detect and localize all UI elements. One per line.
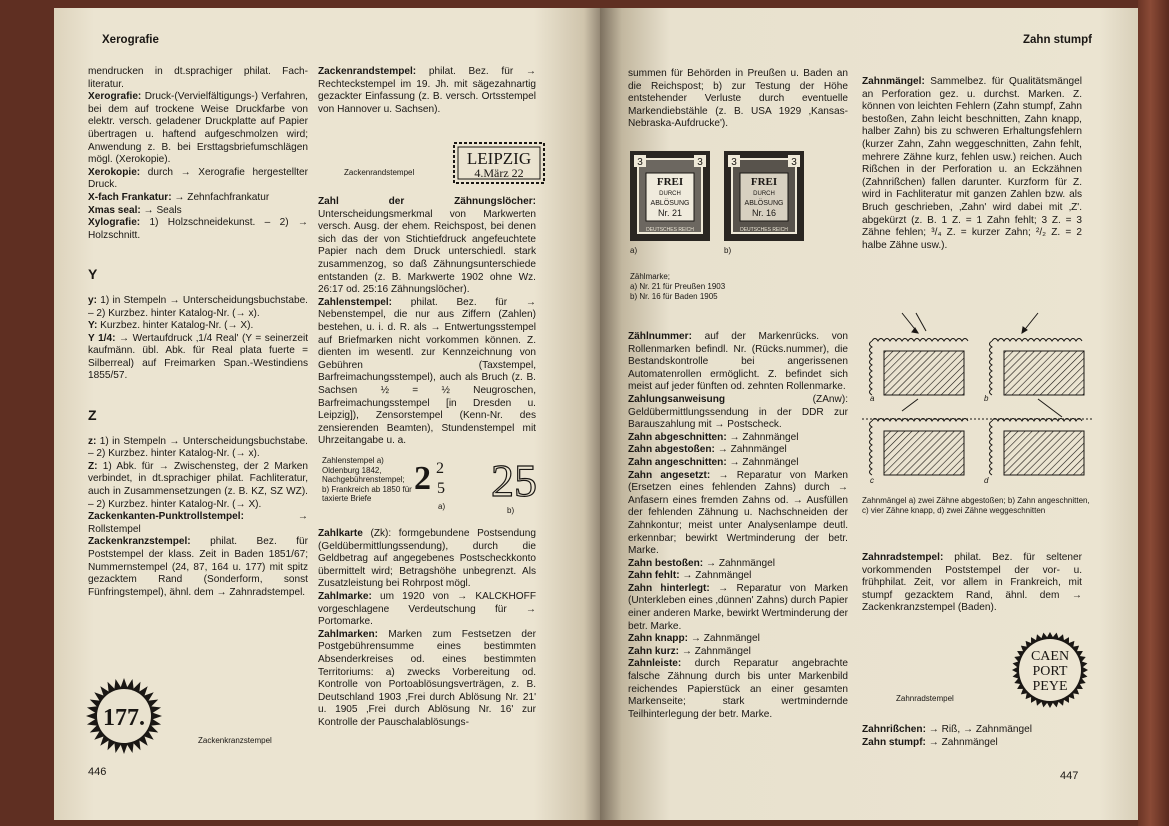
entry-text: (ZAnw): Geldübermittlungssendung in der DDR zur Barauszahlung mit → Postscheck. bbox=[628, 393, 848, 431]
left-column-2-middle bbox=[318, 196, 536, 448]
entry-text: → Reparatur von Marken (Ersetzen eines fehlenden Zahns) durch → Anfasern eines fremden Zahns od. → Ausfüllen der fehlenden Zähnung u. Nachschneiden der Zahnkontur; meist unter Analysenlampe deutl. erkennbar; bewirkt Wertminderung der betr. Marke. bbox=[628, 469, 848, 557]
entry-keyword: Xylografie: bbox=[88, 217, 141, 229]
leipzig-date: 4.März 22 bbox=[474, 166, 524, 180]
entry-text: philat. Bez. für seltener vorkommenden Poststempel der vor- u. frühphilat. Zeit, vor allem in Frankreich, mit stumpf gezacktem Rand, ähnl. dem → Zackenkranzstempel (Baden). bbox=[862, 552, 1082, 614]
entry-text: philat. Bez. für → Rechteckstempel im 19. Jh. mit sägezahnartig gezackter Einfassung (z. B. versch. Ortsstempel von Hannover u. Sachsen). bbox=[318, 66, 536, 115]
dictionary-entry bbox=[88, 217, 308, 242]
book-edge bbox=[1138, 0, 1169, 826]
caption-zaehlmarke-title: Zählmarke; bbox=[630, 272, 671, 281]
entry-text: → Zahnmängel bbox=[714, 444, 787, 456]
left-column-2-bottom bbox=[318, 528, 536, 730]
dictionary-entry bbox=[88, 167, 308, 192]
zaehlmarke-b bbox=[724, 151, 804, 246]
dictionary-entry bbox=[628, 68, 848, 131]
leipzig-city: LEIPZIG bbox=[466, 149, 532, 168]
dictionary-entry bbox=[318, 196, 536, 297]
label-b: b) bbox=[507, 506, 515, 515]
entry-text: auf der Markenrücks. von Rollenmarken befindl. Nr. (Rücks.nummer), die Bestandskontrolle bei angerissenen Automatenrollen ermöglicht. Z. befindet sich meist auf jeder fünften od. zehnten Rollenmarke. bbox=[628, 331, 848, 393]
entry-text: philat. Bez. für → Nebenstempel, die nur aus Ziffern (Zahlen) bestehen, u. i. d. R. als → Entwertungsstempel auf Briefmarken nicht vorkommen können. Z. dienten im wesentl. zur Kennzeichnung von Gebühren (Taxstempel, Barfreimachungsstempel), auch als Bruch (z. B. Sachsen ½ = ½ Neugroschen, Barfreimachungsstempel [in Dresden u. Leipzig]), Zensorstempel (Kenn-Nr. des zensierenden Beamten), Stundenstempel mit Uhrzeitangabe u. a. bbox=[318, 296, 536, 447]
entry-text: → Zahnmängel bbox=[726, 431, 799, 443]
section-letter: Y bbox=[88, 266, 98, 283]
svg-text:25: 25 bbox=[491, 458, 537, 502]
caption-zaehlmarke-a: a) Nr. 21 für Preußen 1903 bbox=[630, 282, 726, 291]
entry-keyword: Zahn kurz: bbox=[628, 645, 680, 657]
svg-text:PORT: PORT bbox=[1032, 664, 1068, 679]
entry-keyword: Zahlmarken: bbox=[318, 628, 379, 640]
dictionary-entry bbox=[628, 331, 848, 394]
svg-text:PEYE: PEYE bbox=[1032, 679, 1068, 694]
entry-text: → Zahnmängel bbox=[688, 633, 760, 645]
page-number-right: 447 bbox=[1060, 770, 1079, 782]
svg-text:3: 3 bbox=[791, 157, 797, 168]
dictionary-entry bbox=[88, 66, 308, 91]
dictionary-entry bbox=[862, 724, 1082, 737]
dictionary-entry bbox=[88, 320, 308, 333]
dictionary-entry bbox=[318, 528, 536, 591]
running-head-right: Zahn stumpf bbox=[1023, 34, 1092, 46]
svg-text:3: 3 bbox=[697, 157, 703, 168]
caen-stamp bbox=[1010, 630, 1090, 715]
dictionary-entry bbox=[628, 558, 848, 571]
right-column-2-top bbox=[862, 76, 1082, 252]
entry-keyword: Zahn abgeschnitten: bbox=[628, 431, 727, 443]
right-column-2-bottom bbox=[862, 724, 1082, 749]
entry-keyword: Zahlmarke: bbox=[318, 590, 372, 602]
dictionary-entry bbox=[628, 583, 848, 633]
svg-text:ABLÖSUNG: ABLÖSUNG bbox=[744, 200, 784, 207]
dictionary-entry bbox=[88, 461, 308, 511]
page-number-left: 446 bbox=[88, 766, 107, 778]
dictionary-entry bbox=[628, 470, 848, 558]
dictionary-entry bbox=[628, 394, 848, 432]
entry-keyword: Z: bbox=[88, 460, 98, 472]
dictionary-entry bbox=[628, 432, 848, 445]
entry-text: philat. Bez. für Poststempel der klass. Zeit in Baden 1851/67; Nummernstempel (24, 87, 164 u. 177) mit spitz gezacktem Rand (Sonderform, sonst Fünfringstempel), ähnl. dem → Zahnradstempel. bbox=[88, 536, 308, 598]
entry-text: um 1920 von → KALCKHOFF vorgeschlagene Verdeutschung für → Portomarke. bbox=[318, 590, 536, 628]
entry-text: → Seals bbox=[140, 204, 182, 216]
svg-text:b: b bbox=[984, 394, 989, 403]
entry-text: summen für Behörden in Preußen u. Baden an die Reichspost; b) zur Testung der Höhe entstehender Verluste durch eventuelle Markendiebstähle (z. B. USA 1929 ‚Kansas-Nebraska-Aufdrucke'). bbox=[628, 68, 848, 130]
svg-text:c: c bbox=[870, 476, 874, 485]
running-head-left: Xerografie bbox=[102, 34, 159, 46]
dictionary-entry bbox=[88, 91, 308, 167]
entry-keyword: Zählnummer: bbox=[628, 331, 692, 342]
dictionary-entry bbox=[88, 536, 308, 599]
zahlenstempel-a: 2 2 5 bbox=[414, 460, 445, 497]
svg-text:FREI: FREI bbox=[656, 176, 684, 188]
entry-text: 1) in Stempeln → Unterscheidungsbuchstabe. – 2) Kurzbez. hinter Katalog-Nr. (→ x). bbox=[88, 294, 308, 319]
dictionary-entry bbox=[862, 737, 1082, 750]
dictionary-entry bbox=[862, 76, 1082, 252]
zaehlmarke-a bbox=[630, 151, 710, 246]
svg-text:Nr. 16: Nr. 16 bbox=[751, 208, 777, 218]
entry-keyword: Zahn fehlt: bbox=[628, 570, 680, 582]
dictionary-entry bbox=[88, 295, 308, 320]
entry-text: → Zahnmängel bbox=[726, 456, 799, 468]
entry-keyword: Zackenrandstempel: bbox=[318, 66, 417, 77]
entry-text: → Zehnfachfrankatur bbox=[171, 191, 270, 203]
dictionary-entry bbox=[88, 333, 308, 383]
entry-keyword: Zahlkarte bbox=[318, 528, 363, 539]
svg-text:3: 3 bbox=[731, 157, 737, 168]
entry-keyword: Zahn knapp: bbox=[628, 633, 689, 645]
svg-text:ABLÖSUNG: ABLÖSUNG bbox=[650, 200, 690, 207]
right-column-1-bottom bbox=[628, 331, 848, 721]
entry-keyword: Zackenkanten-Punktrollstempel: bbox=[88, 511, 244, 523]
entry-text: → Reparatur von Marken (Unterkleben eines ‚dünnen' Zahns) durch Papier einer anderen Marke, bewirkt Wertminderung der betr. Marke. bbox=[628, 582, 848, 632]
entry-text: → Zahnmängel bbox=[925, 736, 998, 748]
left-column-1 bbox=[88, 66, 308, 599]
entry-text: 1) Abk. für → Zwischensteg, der 2 Marken verbindet, in dt.sprachiger philat. Fachliteratur, auch in Zusammensetzungen (z. B. KZ, SZ WZ). – 2) Kurzbez. hinter Katalog-Nr. (→ X). bbox=[88, 460, 308, 510]
entry-keyword: Xerokopie: bbox=[88, 166, 141, 178]
svg-text:177.: 177. bbox=[103, 705, 145, 731]
dictionary-entry bbox=[318, 66, 536, 116]
entry-keyword: Zackenkranzstempel: bbox=[88, 536, 191, 548]
entry-keyword: Y 1/4: bbox=[88, 332, 116, 344]
entry-keyword: Zahn abgestoßen: bbox=[628, 444, 715, 456]
entry-keyword: z: bbox=[88, 435, 97, 447]
entry-keyword: Zahnleiste: bbox=[628, 658, 682, 670]
section-letter: Z bbox=[88, 407, 97, 424]
svg-text:DEUTSCHES REICH: DEUTSCHES REICH bbox=[740, 227, 788, 233]
caption-zahnmaengel: Zahnmängel a) zwei Zähne abgestoßen; b) Zahn angeschnitten, c) vier Zähne knapp, d) zwei Zähne weggeschnitten bbox=[862, 496, 1090, 515]
dictionary-entry bbox=[88, 511, 308, 536]
svg-text:a: a bbox=[870, 394, 875, 403]
svg-text:FREI: FREI bbox=[750, 176, 778, 188]
leipzig-stamp bbox=[451, 140, 547, 191]
entry-keyword: Zahl der Zähnungslöcher: bbox=[318, 196, 536, 207]
entry-text: durch Reparatur angebrachte falsche Zähnung durch bis unter Markenbild reichendes Papierstück an einer gesamten Markenseite; stark wertmindernde Teilhinterlegung der betr. Marke. bbox=[628, 658, 848, 720]
dictionary-entry bbox=[628, 444, 848, 457]
dictionary-entry bbox=[88, 205, 308, 218]
entry-keyword: Zahlenstempel: bbox=[318, 296, 393, 308]
left-page bbox=[54, 8, 602, 820]
dictionary-entry bbox=[862, 552, 1082, 615]
caption-zahlenstempel: Zahlenstempel a) Oldenburg 1842, Nachgebührenstempel; b) Frankreich ab 1850 für taxierte Briefe bbox=[322, 456, 412, 503]
entry-text: mendrucken in dt.sprachiger philat. Fach-literatur. bbox=[88, 66, 308, 90]
label-a: a) bbox=[438, 502, 446, 511]
entry-text: Marken zum Festsetzen der Postgebührensumme eines bestimmten Absenderkreises od. eines bestimmten Territoriums: a) zwecks Vorbereitung od. Kontrolle von Portoablösungsverträgen, z. B. Deutschland 1903 ‚Frei durch Ablösung Nr. 21' u. 1905 ‚Frei durch Ablösung Nr. 16' zur Kontrolle der Pauschalablösungs- bbox=[318, 628, 536, 728]
entry-keyword: Zahnrißchen: bbox=[862, 724, 926, 735]
entry-text: → Wertaufdruck ‚1/4 Real' (Y = seinerzeit kaufmänn. übl. Abk. für Real plata fuerte = Silberreal) auf Freimarken Span.-Westindiens 1855/57. bbox=[88, 332, 309, 382]
dictionary-entry bbox=[88, 192, 308, 205]
entry-text: Kurzbez. hinter Katalog-Nr. (→ X). bbox=[97, 320, 254, 332]
caption-zackenkranzstempel: Zackenkranzstempel bbox=[198, 736, 272, 745]
caption-zackenrandstempel: Zackenrandstempel bbox=[344, 168, 415, 177]
zahlenstempel-b bbox=[484, 458, 544, 507]
svg-text:DEUTSCHES REICH: DEUTSCHES REICH bbox=[646, 227, 694, 233]
svg-text:Nr. 21: Nr. 21 bbox=[657, 208, 683, 218]
caption-zaehlmarke-b: b) Nr. 16 für Baden 1905 bbox=[630, 292, 718, 301]
entry-text: → Zahnmängel bbox=[679, 570, 752, 582]
svg-text:DURCH: DURCH bbox=[753, 191, 775, 197]
entry-text: → Rollstempel bbox=[88, 511, 308, 535]
entry-keyword: Zahnmängel: bbox=[862, 76, 925, 87]
dictionary-entry bbox=[88, 436, 308, 461]
dictionary-entry bbox=[628, 457, 848, 470]
zaehlmarke-label-a: a) bbox=[630, 246, 638, 255]
entry-text: → Zahnmängel bbox=[703, 557, 775, 569]
entry-keyword: Zahn bestoßen: bbox=[628, 557, 704, 569]
svg-text:d: d bbox=[984, 476, 989, 485]
entry-keyword: Y: bbox=[88, 320, 98, 332]
entry-text: 1) Holzschneidekunst. – 2) → Holzschnitt. bbox=[88, 217, 308, 241]
svg-text:CAEN: CAEN bbox=[1030, 649, 1070, 664]
svg-text:DURCH: DURCH bbox=[659, 191, 681, 197]
entry-text: Unterscheidungsmerkmal von Markwerten versch. Ausg. der ehem. Reichspost, bei denen sich das der von Stichtiefdruck angefeuchtete Papier nach dem Druck unterschiedl. stark zusammenzog, so daß Zähnungsunterschiede entstanden (z. B. Markwerte 1902 ohne Wz. 26:17 od. 25:16 Zähnungslöcher). bbox=[318, 208, 536, 296]
dictionary-entry bbox=[628, 570, 848, 583]
entry-keyword: Xerografie: bbox=[88, 91, 142, 103]
entry-keyword: Zahnradstempel: bbox=[862, 552, 944, 563]
entry-keyword: Zahn angesetzt: bbox=[628, 469, 711, 481]
entry-keyword: Zahn stumpf: bbox=[862, 736, 926, 748]
right-column-1-top bbox=[628, 68, 848, 131]
dictionary-entry bbox=[318, 297, 536, 448]
dictionary-entry bbox=[628, 658, 848, 721]
dictionary-entry bbox=[628, 633, 848, 646]
entry-keyword: y: bbox=[88, 294, 97, 306]
entry-keyword: Zahn hinterlegt: bbox=[628, 582, 710, 594]
entry-text: durch → Xerografie hergestellter Druck. bbox=[88, 166, 308, 191]
left-column-2-top bbox=[318, 66, 536, 116]
entry-text: → Zahnmängel bbox=[679, 645, 751, 657]
entry-keyword: Zahn angeschnitten: bbox=[628, 456, 727, 468]
right-page bbox=[600, 8, 1138, 820]
zaehlmarke-label-b: b) bbox=[724, 246, 732, 255]
entry-text: Druck-(Vervielfältigungs-) Verfahren, bei dem auf trockene Weise Druckfarbe von elektr. versch. geladener Druckplatte auf Papier übertragen u. haftend aufgeschmolzen wird; Anwendung z. B. bei Ersttagsbriefumschlägen mögl. (Xerokopie). bbox=[88, 91, 308, 166]
stamp-177 bbox=[84, 676, 164, 761]
dictionary-entry bbox=[318, 629, 536, 730]
entry-text: 1) in Stempeln → Unterscheidungsbuchstabe. – 2) Kurzbez. hinter Katalog-Nr. (→ x). bbox=[88, 435, 308, 460]
entry-text: Sammelbez. für Qualitätsmängel an Perforation gez. u. durchst. Marken. Z. können von leichten Fehlern (Zahn stumpf, Zahn bestoßen, Zahn leicht beschnitten, Zahn knapp, halber Zahn) bis zu schweren Erhaltungsfehlern (kurzer Zahn, Zahn weggeschnitten, Zahn fehlt, mehrere Zähne kurz, fehlen usw.) reichen. Auch Rißchen in der Perforation u. an Eckzähnen (Zahnrißchen) fallen darunter. Kurzform für Z. wird in Fachliteratur mit ganzen Zahlen bzw. als Bruch geschrieben, ‚Zahn' wird dabei mit ‚Z'. abgekürzt (z. B. 1 Z. = 1 Zahn fehlt; 3 Z. = 3 Zähne fehlen; ³/₄ Z. = kurzer Zahn; ²/₂ Z. = 2 halbe Zähne usw.). bbox=[862, 76, 1082, 251]
zahnmaengel-diagram bbox=[862, 311, 1092, 496]
entry-text: (Zk): formgebundene Postsendung (Geldübermittlungssendung), durch die Geldbetrag auf angegebenes Postscheckkonto übermittelt wird; Betragshöhe unbegrenzt. Als Zusatzleistung bei Rohrpost mögl. bbox=[318, 528, 536, 590]
dictionary-entry bbox=[318, 591, 536, 629]
right-column-2-middle bbox=[862, 552, 1082, 615]
svg-text:3: 3 bbox=[637, 157, 643, 168]
dictionary-entry bbox=[628, 646, 848, 659]
entry-keyword: Xmas seal: bbox=[88, 204, 141, 216]
entry-text: → Riß, → Zahnmängel bbox=[925, 724, 1032, 735]
entry-keyword: Zahlungsanweisung bbox=[628, 393, 726, 405]
caption-zahnradstempel: Zahnradstempel bbox=[896, 694, 954, 703]
entry-keyword: X-fach Frankatur: bbox=[88, 191, 172, 203]
